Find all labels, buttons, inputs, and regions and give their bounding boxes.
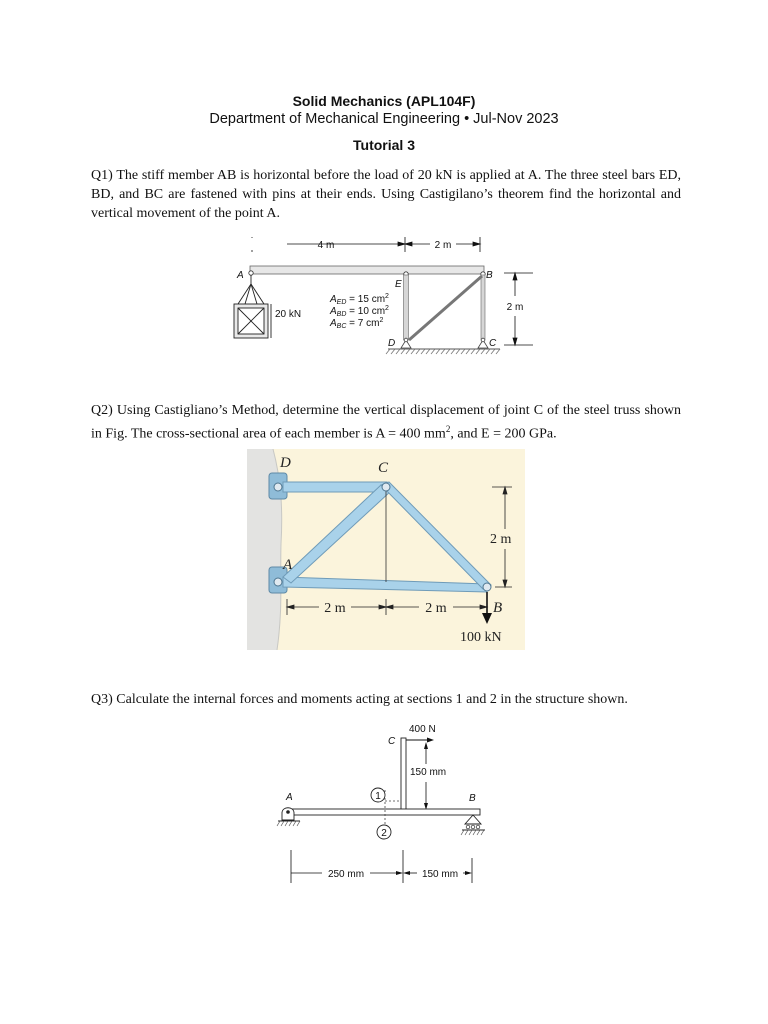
q1-load-label: 20 kN (275, 309, 302, 320)
q3-figure (272, 720, 502, 888)
q3-beam (286, 809, 480, 815)
q3-dim-250: 250 mm (327, 869, 365, 880)
q1-area-bc: $A_{BC} = 7$ $cm^2$ (330, 317, 384, 330)
q3-label-a: A (286, 792, 293, 803)
q2-text: Q2) Using Castigliano’s Method, determine the vertical displacement of joint C of the steel truss shown in Fig. The cross-sectional area of each member is A = 400 $mm^2$, and E = 200 GPa. (91, 403, 681, 442)
q1-ground-hatch (386, 349, 500, 354)
q3-dim-150-horiz: 150 mm (421, 869, 459, 880)
q1-label-e: E (395, 279, 402, 290)
q1-dim-2m-side: 2 m (506, 302, 524, 313)
q1-area-bd: $A_{BD} = 10$ $cm^2$ (330, 305, 389, 318)
course-title: Solid Mechanics (APL104F) (292, 93, 476, 109)
q3-support-b (461, 815, 485, 835)
q2-label-c: C (378, 460, 389, 476)
q2-dim-2m-left: 2 m (324, 601, 346, 616)
q1-bar-bd (409, 276, 482, 340)
q1-bar-ed (404, 275, 409, 340)
tutorial-title: Tutorial 3 (353, 137, 415, 153)
department-line: Department of Mechanical Engineering • Jul-Nov 2023 (209, 111, 559, 127)
q1-label-b: B (486, 270, 493, 281)
q1-label-a: A (237, 270, 244, 281)
q1-dim-2m-top: 2 m (434, 240, 452, 251)
q1-beam-ab (250, 266, 484, 274)
q2-figure (247, 449, 525, 650)
q1-text: Q1) The stiff member AB is horizontal before the load of 20 kN is applied at A. The three steel bars ED, BD, and BC are fastened with pins at their ends. Using Castigilano’s theorem find the horizontal and vertical movement of the point A. (91, 168, 681, 221)
q3-label-b: B (469, 793, 476, 804)
q2-label-a: A (283, 557, 293, 573)
q1-figure (228, 232, 540, 360)
q3-section-2-label: 2 (381, 828, 387, 839)
q1-crate (234, 275, 271, 338)
q1-bar-bc (481, 275, 485, 340)
q3-dim-150-vert: 150 mm (410, 767, 447, 778)
q2-member-dc (283, 482, 387, 492)
q3-label-c: C (388, 736, 396, 747)
q2-label-d: D (280, 455, 291, 471)
q2-label-b: B (493, 600, 503, 616)
q3-section-1-label: 1 (375, 791, 381, 802)
q2-dim-2m-vert: 2 m (490, 532, 512, 547)
q1-dim-4m: 4 m (317, 240, 335, 251)
q2-dim-2m-right: 2 m (425, 601, 447, 616)
q3-load-arrow (427, 738, 434, 743)
q1-area-ed: $A_{ED} = 15$ $cm^2$ (330, 293, 389, 306)
q1-label-d: D (388, 338, 396, 349)
q3-vertical-member (401, 738, 406, 810)
q2-load-label: 100 kN (460, 630, 502, 645)
q3-text: Q3) Calculate the internal forces and moments acting at sections 1 and 2 in the structure shown. (91, 692, 628, 707)
q3-load-label: 400 N (409, 724, 436, 735)
q1-label-c: C (489, 338, 497, 349)
